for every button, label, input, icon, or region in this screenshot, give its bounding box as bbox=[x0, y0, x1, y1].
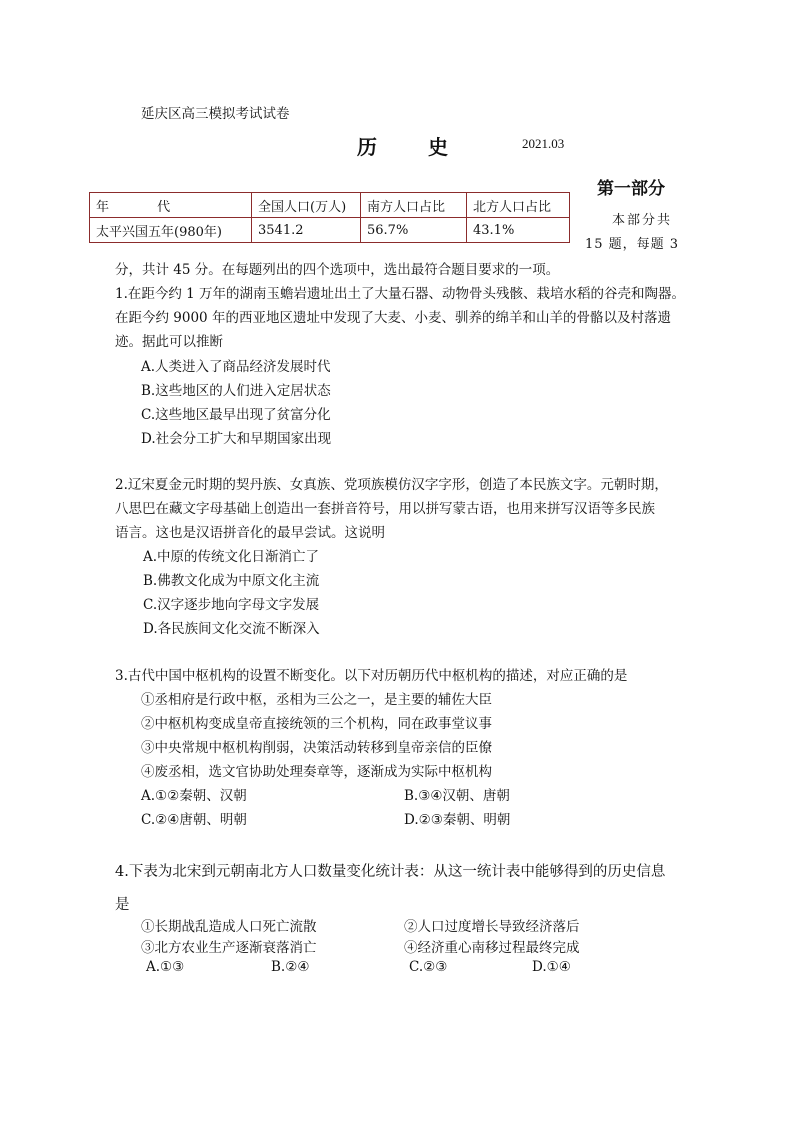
table-header-cell: 年 代 bbox=[90, 193, 252, 218]
subject-title: 历 史 bbox=[357, 135, 470, 159]
q3-item: ③中央常规中枢机构削弱，决策活动转移到皇帝亲信的臣僚 bbox=[141, 740, 492, 756]
table-row bbox=[90, 218, 570, 243]
q1-stem-line: 1.在距今约 1 万年的湖南玉蟾岩遗址出土了大量石器、动物骨头残骸、栽培水稻的谷壳和陶器。 bbox=[115, 286, 686, 302]
q4-item: ①长期战乱造成人口死亡流散 bbox=[141, 919, 317, 935]
q1-option-c[interactable]: C.这些地区最早出现了贫富分化 bbox=[141, 407, 331, 423]
q4-item: ②人口过度增长导致经济落后 bbox=[404, 919, 580, 935]
q1-stem-line: 在距今约 9000 年的西亚地区遗址中发现了大麦、小麦、驯养的绵羊和山羊的骨骼以及村落遗 bbox=[115, 310, 671, 326]
q4-item: ③北方农业生产逐渐衰落消亡 bbox=[141, 940, 317, 956]
q3-option-c[interactable]: C.②④唐朝、明朝 bbox=[141, 812, 247, 828]
q4-stem: 4.下表为北宋到元朝南北方人口数量变化统计表：从这一统计表中能够得到的历史信息 bbox=[115, 864, 666, 880]
q4-item: ④经济重心南移过程最终完成 bbox=[404, 940, 580, 956]
part-desc-line-1: 本部分共 bbox=[612, 213, 673, 228]
table-cell: 56.7% bbox=[361, 218, 467, 243]
q4-option-a[interactable]: A.①③ bbox=[146, 959, 185, 975]
q4-option-c[interactable]: C.②③ bbox=[409, 959, 448, 975]
population-table bbox=[89, 192, 570, 243]
table-header-cell: 南方人口占比 bbox=[361, 193, 467, 218]
exam-title: 延庆区高三模拟考试试卷 bbox=[141, 106, 290, 122]
q3-item: ②中枢机构变成皇帝直接统领的三个机构，同在政事堂议事 bbox=[141, 716, 492, 732]
table-cell: 3541.2 bbox=[252, 218, 361, 243]
q2-option-d[interactable]: D.各民族间文化交流不断深入 bbox=[143, 621, 320, 637]
q1-option-b[interactable]: B.这些地区的人们进入定居状态 bbox=[141, 383, 331, 399]
q2-option-c[interactable]: C.汉字逐步地向字母文字发展 bbox=[143, 597, 320, 613]
table-header-row bbox=[90, 193, 570, 218]
q3-item: ④废丞相，选文官协助处理奏章等，逐渐成为实际中枢机构 bbox=[141, 764, 492, 780]
q4-option-d[interactable]: D.①④ bbox=[532, 959, 571, 975]
table-cell: 太平兴国五年(980年) bbox=[90, 218, 252, 243]
part-instructions: 分，共计 45 分。在每题列出的四个选项中，选出最符合题目要求的一项。 bbox=[115, 262, 560, 278]
q1-option-d[interactable]: D.社会分工扩大和早期国家出现 bbox=[141, 431, 332, 447]
exam-date: 2021.03 bbox=[522, 136, 565, 151]
q2-option-a[interactable]: A.中原的传统文化日渐消亡了 bbox=[143, 549, 320, 565]
q3-item: ①丞相府是行政中枢，丞相为三公之一，是主要的辅佐大臣 bbox=[141, 692, 492, 708]
q3-option-a[interactable]: A.①②秦朝、汉朝 bbox=[141, 788, 247, 804]
part-title: 第一部分 bbox=[597, 179, 665, 199]
table-header-cell: 全国人口(万人) bbox=[252, 193, 361, 218]
table-cell: 43.1% bbox=[467, 218, 570, 243]
q4-stem-cont: 是 bbox=[115, 897, 130, 913]
q1-option-a[interactable]: A.人类进入了商品经济发展时代 bbox=[141, 359, 331, 375]
q2-stem-line: 2.辽宋夏金元时期的契丹族、女真族、党项族模仿汉字字形，创造了本民族文字。元朝时期， bbox=[115, 477, 668, 493]
q2-stem-line: 八思巴在藏文字母基础上创造出一套拼音符号，用以拼写蒙古语，也用来拼写汉语等多民族 bbox=[115, 501, 655, 517]
q2-stem-line: 语言。这也是汉语拼音化的最早尝试。这说明 bbox=[115, 525, 385, 541]
q4-option-b[interactable]: B.②④ bbox=[271, 959, 310, 975]
q2-option-b[interactable]: B.佛教文化成为中原文化主流 bbox=[143, 573, 320, 589]
q3-stem: 3.古代中国中枢机构的设置不断变化。以下对历朝历代中枢机构的描述，对应正确的是 bbox=[115, 668, 628, 684]
table-header-cell: 北方人口占比 bbox=[467, 193, 570, 218]
part-desc-line-2: 15 题，每题 3 bbox=[585, 237, 680, 252]
q1-stem-line: 迹。据此可以推断 bbox=[115, 334, 223, 350]
q3-option-d[interactable]: D.②③秦朝、明朝 bbox=[404, 812, 511, 828]
q3-option-b[interactable]: B.③④汉朝、唐朝 bbox=[404, 788, 510, 804]
